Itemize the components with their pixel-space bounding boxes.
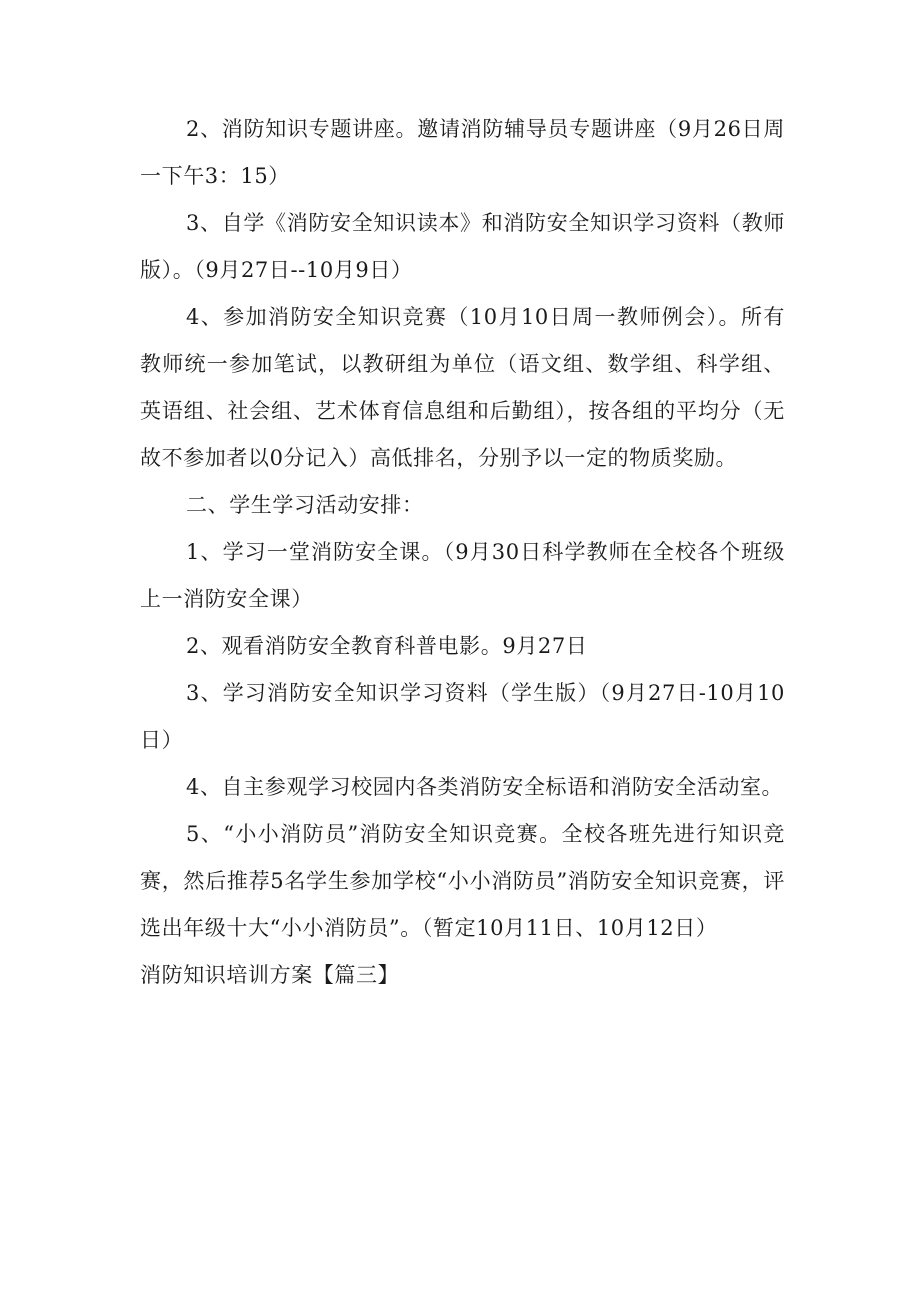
paragraph-teacher-item-2: 2、消防知识专题讲座。邀请消防辅导员专题讲座（9月26日周一下午3：15） [140, 117, 785, 188]
paragraph-teacher-item-4: 4、参加消防安全知识竞赛（10月10日周一教师例会）。所有教师统一参加笔试，以教研组为单位（语文组、数学组、科学组、英语组、社会组、艺术体育信息组和后勤组），按各组的平均分（无故不参加者以0分记入）高低排名，分别予以一定的物质奖励。 [140, 305, 785, 470]
paragraph-student-item-1: 1、学习一堂消防安全课。（9月30日科学教师在全校各个班级上一消防安全课） [140, 540, 785, 611]
paragraph-teacher-item-3: 3、自学《消防安全知识读本》和消防安全知识学习资料（教师版）。（9月27日--10月9日） [140, 211, 785, 282]
paragraph-student-item-2: 2、观看消防安全教育科普电影。9月27日 [186, 634, 588, 658]
section-heading: 消防知识培训方案【篇三】 [140, 963, 400, 987]
paragraph-student-item-4: 4、自主参观学习校园内各类消防安全标语和消防安全活动室。 [186, 775, 784, 799]
paragraph-student-activities-heading: 二、学生学习活动安排： [186, 493, 424, 517]
document-body [140, 106, 785, 999]
paragraph-student-item-5: 5、“小小消防员”消防安全知识竞赛。全校各班先进行知识竞赛，然后推荐5名学生参加学校“小小消防员”消防安全知识竞赛，评选出年级十大“小小消防员”。（暂定10月11日、10月12日） [140, 822, 785, 940]
paragraph-student-item-3: 3、学习消防安全知识学习资料（学生版）（9月27日-10月10日） [140, 681, 785, 752]
